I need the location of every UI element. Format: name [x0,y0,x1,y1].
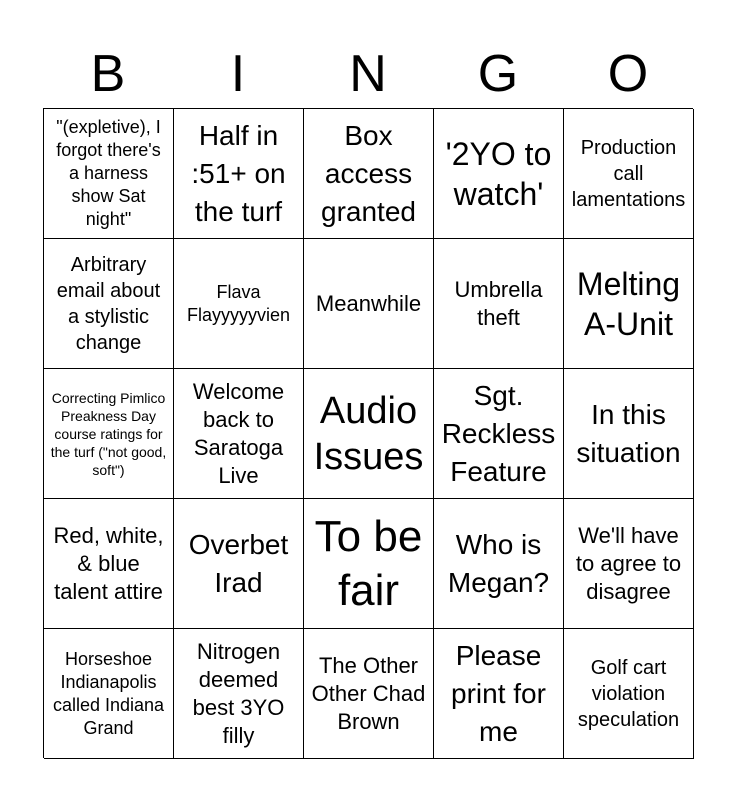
header-letter-o: O [607,45,649,103]
bingo-cell[interactable] [564,239,694,369]
bingo-cell[interactable] [304,369,434,499]
bingo-cell[interactable] [44,239,174,369]
header-letter-i: I [230,45,246,103]
cell-text: Please print for me [451,639,546,747]
bingo-cell[interactable] [434,109,564,239]
cell-text: Correcting Pimlico Preakness Day course ratings for the turf ("not good, soft") [50,389,167,478]
bingo-cell[interactable] [564,109,694,239]
bingo-cell[interactable] [304,499,434,629]
bingo-cell[interactable] [564,629,694,759]
bingo-cell[interactable] [44,499,174,629]
bingo-cell[interactable] [174,109,304,239]
cell-text: Production call lamentations [571,136,686,211]
cell-text: "(expletive), I forgot there's a harness show Sat night" [56,117,161,229]
cell-text: Arbitrary email about a stylistic change [56,253,161,354]
cell-text: Sgt. Reckless Feature [441,379,556,487]
header-letter-n: N [349,45,387,103]
cell-text: Meanwhile [315,290,422,316]
bingo-cell[interactable] [434,629,564,759]
bingo-cell[interactable] [44,109,174,239]
cell-text: Flava Flayyyyyvien [186,281,291,325]
bingo-cell[interactable] [174,239,304,369]
cell-text: Horseshoe Indianapolis called Indiana Grand [52,648,165,738]
bingo-cell[interactable] [44,629,174,759]
cell-text: Who is Megan? [447,528,550,598]
cell-text: In this situation [576,398,681,468]
cell-text: We'll have to agree to disagree [575,522,682,604]
cell-text: Half in :51+ on the turf [191,119,286,227]
bingo-cell[interactable] [564,369,694,499]
cell-text: Golf cart violation speculation [577,656,680,731]
cell-text: Box access granted [321,119,416,227]
header-letter-g: G [477,45,519,103]
cell-text: The Other Other Chad Brown [311,652,426,734]
bingo-cell[interactable] [304,109,434,239]
bingo-cell[interactable] [304,239,434,369]
cell-text: Red, white, & blue talent attire [53,522,164,604]
bingo-cell[interactable] [434,369,564,499]
bingo-cell[interactable] [434,239,564,369]
cell-text: Melting A-Unit [576,265,681,342]
bingo-cell[interactable] [174,499,304,629]
cell-text: Audio Issues [313,389,424,478]
cell-text: '2YO to watch' [445,135,552,212]
bingo-cell[interactable] [564,499,694,629]
bingo-cell[interactable] [174,369,304,499]
bingo-cell[interactable] [174,629,304,759]
header-letter-b: B [90,45,126,103]
bingo-cell[interactable] [44,369,174,499]
cell-text: Overbet Irad [188,528,289,598]
cell-text: Welcome back to Saratoga Live [192,378,285,488]
bingo-board [43,108,693,758]
bingo-cell[interactable] [434,499,564,629]
cell-text: Nitrogen deemed best 3YO filly [192,638,285,748]
bingo-header [43,40,693,108]
bingo-cell[interactable] [304,629,434,759]
cell-text: Umbrella theft [454,276,543,330]
cell-text: To be fair [314,511,423,615]
